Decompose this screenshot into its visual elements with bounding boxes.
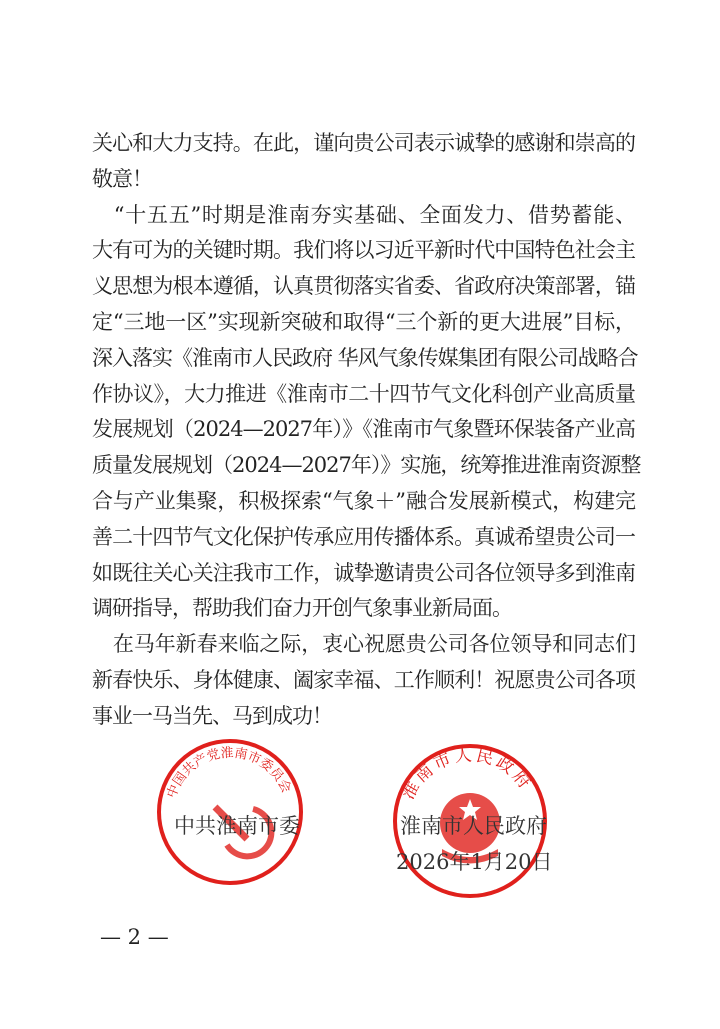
body-line: “十五五”时期是淮南夯实基础、全面发力、借势蓄能、 — [92, 203, 635, 227]
body-line: 合与产业集聚，积极探索“气象＋”融合发展新模式，构建完 — [92, 489, 635, 513]
page-number: — 2 — — [100, 925, 169, 949]
signature-date: 2026年1月20日 — [396, 850, 553, 874]
body-line: 作协议》，大力推进《淮南市二十四节气文化科创产业高质量 — [92, 382, 635, 406]
body-line: 在马年新春来临之际，衷心祝愿贵公司各位领导和同志们 — [92, 632, 635, 656]
body-line: 深入落实《淮南市人民政府 华风气象传媒集团有限公司战略合 — [92, 346, 638, 370]
signature-party-committee: 中共淮南市委 — [174, 814, 300, 838]
body-line: 事业一马当先、马到成功！ — [92, 704, 332, 728]
body-line: 调研指导，帮助我们奋力开创气象事业新局面。 — [92, 596, 512, 620]
body-line: 义思想为根本遵循，认真贯彻落实省委、省政府决策部署，锚 — [92, 274, 635, 298]
signature-government: 淮南市人民政府 — [400, 814, 547, 838]
body-line: 关心和大力支持。在此，谨向贵公司表示诚挚的感谢和崇高的 — [92, 131, 635, 155]
seal-text: 淮南市人民政府 — [398, 745, 537, 804]
body-line: 质量发展规划（2024—2027年）》实施，统筹推进淮南资源整 — [92, 453, 641, 477]
body-line: 发展规划（2024—2027年）》《淮南市气象暨环保装备产业高 — [92, 417, 635, 441]
seal-text: 中国共产党淮南市委员会 — [164, 745, 294, 801]
body-line: 如既往关心关注我市工作，诚挚邀请贵公司各位领导多到淮南 — [92, 561, 635, 585]
body-line: 大有可为的关键时期。我们将以习近平新时代中国特色社会主 — [92, 238, 635, 262]
body-line: 定“三地一区”实现新突破和取得“三个新的更大进展”目标， — [92, 310, 635, 334]
party-committee-seal — [155, 737, 305, 887]
svg-text:中国共产党淮南市委员会 — [163, 745, 293, 800]
body-line: 敬意！ — [92, 167, 152, 191]
body-line: 善二十四节气文化保护传承应用传播体系。真诚希望贵公司一 — [92, 525, 635, 549]
body-line: 新春快乐、身体健康、阖家幸福、工作顺利！祝愿贵公司各项 — [92, 668, 635, 692]
